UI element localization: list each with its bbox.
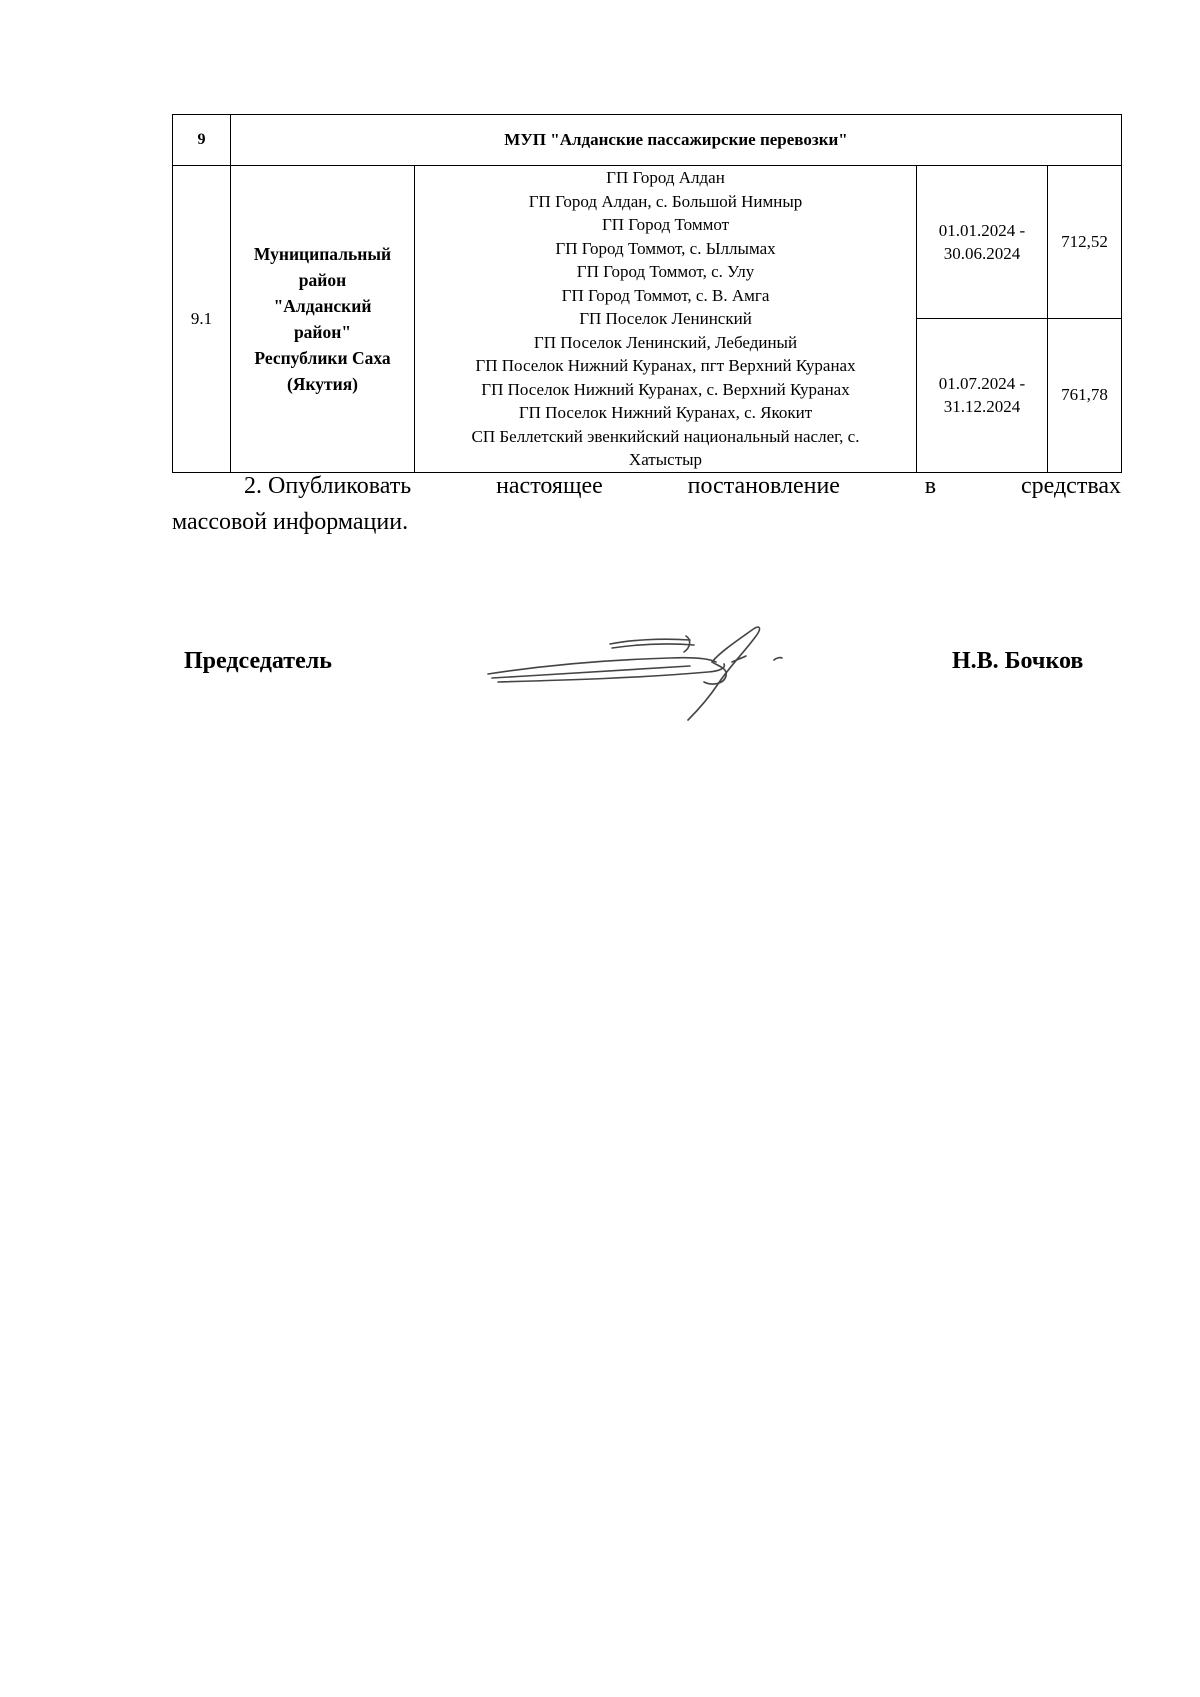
- period-end: 31.12.2024: [943, 397, 1021, 417]
- municipality-line: район: [298, 269, 347, 290]
- settlement-line: ГП Город Томмот: [601, 215, 730, 234]
- paragraph-line: [172, 468, 1121, 504]
- paragraph-line: массовой информации.: [172, 509, 409, 535]
- settlement-line: ГП Город Алдан, с. Большой Нимныр: [528, 191, 803, 211]
- paragraph-word: 2. Опубликовать: [244, 473, 412, 499]
- tariff-value: 761,78: [1048, 319, 1122, 472]
- municipality-line: "Алданский: [273, 295, 372, 316]
- settlement-line: СП Беллетский эвенкийский национальный наслег, с.: [471, 426, 860, 446]
- paragraph-word: средствах: [1020, 473, 1121, 499]
- tariff-table: [172, 114, 1122, 473]
- settlement-line: ГП Город Томмот, с. В. Амга: [561, 285, 770, 305]
- settlement-line: ГП Поселок Нижний Куранах, с. Якокит: [518, 403, 813, 422]
- handwritten-signature: [480, 622, 800, 722]
- row-number: 9.1: [173, 166, 231, 473]
- period-start: 01.01.2024 -: [938, 221, 1026, 241]
- settlement-line: ГП Поселок Ленинский, Лебединый: [533, 332, 798, 352]
- settlement-line: ГП Поселок Нижний Куранах, пгт Верхний Куранах: [475, 356, 856, 375]
- paragraph-word: в: [924, 473, 937, 499]
- tariff-value: 712,52: [1048, 166, 1122, 319]
- table-section-row: [173, 115, 1122, 166]
- settlement-line: ГП Город Томмот, с. Ыллымах: [555, 238, 776, 258]
- settlement-line: ГП Поселок Ленинский: [579, 309, 752, 328]
- period-start: 01.07.2024 -: [938, 374, 1026, 394]
- municipality-line: (Якутия): [286, 373, 359, 394]
- municipality-line: Республики Саха: [254, 347, 391, 368]
- settlement-line: ГП Поселок Нижний Куранах, с. Верхний Куранах: [481, 379, 850, 399]
- signatory-name: Н.В. Бочков: [952, 648, 1084, 674]
- paragraph-word: постановление: [687, 473, 840, 499]
- paragraph-word: настоящее: [496, 473, 603, 499]
- municipality-line: Муниципальный: [253, 243, 392, 264]
- settlements-cell: [415, 166, 917, 473]
- section-number: 9: [173, 115, 231, 166]
- period-end: 30.06.2024: [943, 244, 1021, 264]
- municipality-line: район": [293, 321, 352, 342]
- settlement-line: Хатыстыр: [628, 450, 703, 469]
- organization-name: МУП "Алданские пассажирские перевозки": [231, 115, 1122, 166]
- signatory-title: Председатель: [184, 648, 332, 674]
- settlement-line: ГП Город Алдан: [606, 168, 725, 187]
- publication-paragraph: [172, 468, 1121, 540]
- settlement-line: ГП Город Томмот, с. Улу: [576, 262, 755, 281]
- period-cell: [917, 319, 1048, 472]
- table-row: [173, 166, 1122, 319]
- period-cell: [917, 166, 1048, 319]
- municipality-cell: [231, 166, 415, 473]
